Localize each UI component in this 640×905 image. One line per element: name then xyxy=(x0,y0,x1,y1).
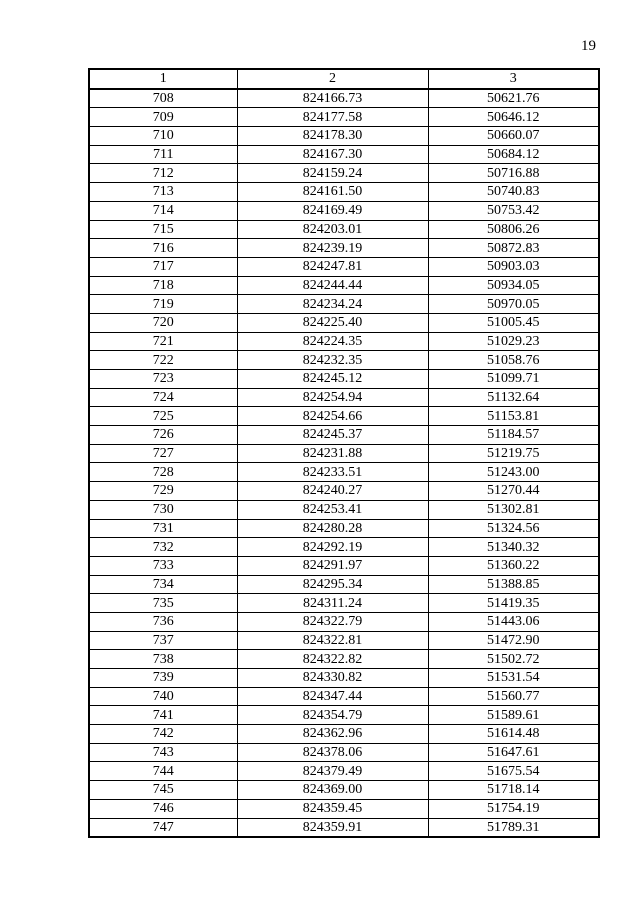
table-row xyxy=(89,407,599,426)
table-row xyxy=(89,706,599,725)
table-row xyxy=(89,500,599,519)
table-cell-col-1: 725 xyxy=(89,407,237,426)
table-row xyxy=(89,388,599,407)
table-cell-col-3: 51005.45 xyxy=(428,313,599,332)
table-cell-col-2: 824254.94 xyxy=(237,388,428,407)
table-cell-col-3: 50934.05 xyxy=(428,276,599,295)
table-cell-col-1: 713 xyxy=(89,183,237,202)
table-cell-col-3: 51502.72 xyxy=(428,650,599,669)
table-cell-col-3: 51789.31 xyxy=(428,818,599,837)
table-cell-col-2: 824159.24 xyxy=(237,164,428,183)
table-cell-col-1: 709 xyxy=(89,108,237,127)
table-row xyxy=(89,370,599,389)
column-header-1: 1 xyxy=(89,69,237,89)
table-cell-col-1: 741 xyxy=(89,706,237,725)
table-cell-col-2: 824245.12 xyxy=(237,370,428,389)
table-cell-col-1: 720 xyxy=(89,313,237,332)
table-row xyxy=(89,201,599,220)
table-cell-col-1: 718 xyxy=(89,276,237,295)
table-cell-col-2: 824166.73 xyxy=(237,89,428,108)
table-cell-col-2: 824245.37 xyxy=(237,426,428,445)
table-cell-col-2: 824225.40 xyxy=(237,313,428,332)
table-cell-col-3: 50646.12 xyxy=(428,108,599,127)
table-cell-col-2: 824203.01 xyxy=(237,220,428,239)
table-row xyxy=(89,257,599,276)
table-cell-col-1: 735 xyxy=(89,594,237,613)
table-row xyxy=(89,332,599,351)
table-row xyxy=(89,276,599,295)
table-cell-col-3: 50970.05 xyxy=(428,295,599,314)
table-row xyxy=(89,519,599,538)
table-row xyxy=(89,239,599,258)
table-row xyxy=(89,164,599,183)
table-row xyxy=(89,743,599,762)
table-cell-col-1: 714 xyxy=(89,201,237,220)
table-cell-col-2: 824359.45 xyxy=(237,799,428,818)
table-cell-col-1: 734 xyxy=(89,575,237,594)
table-cell-col-3: 50903.03 xyxy=(428,257,599,276)
table-cell-col-3: 50660.07 xyxy=(428,127,599,146)
table-cell-col-3: 50684.12 xyxy=(428,145,599,164)
table-cell-col-3: 51718.14 xyxy=(428,781,599,800)
table-cell-col-3: 51754.19 xyxy=(428,799,599,818)
table-cell-col-3: 51560.77 xyxy=(428,687,599,706)
table-cell-col-3: 51340.32 xyxy=(428,538,599,557)
table-cell-col-3: 50621.76 xyxy=(428,89,599,108)
table-cell-col-2: 824233.51 xyxy=(237,463,428,482)
table-cell-col-3: 51647.61 xyxy=(428,743,599,762)
table-cell-col-1: 739 xyxy=(89,669,237,688)
page-number: 19 xyxy=(581,38,596,54)
table-cell-col-2: 824330.82 xyxy=(237,669,428,688)
table-row xyxy=(89,183,599,202)
table-cell-col-1: 721 xyxy=(89,332,237,351)
table-row xyxy=(89,351,599,370)
table-cell-col-1: 736 xyxy=(89,612,237,631)
table-cell-col-2: 824177.58 xyxy=(237,108,428,127)
table-row xyxy=(89,444,599,463)
table-cell-col-2: 824359.91 xyxy=(237,818,428,837)
table-cell-col-3: 51132.64 xyxy=(428,388,599,407)
table-cell-col-2: 824232.35 xyxy=(237,351,428,370)
table-cell-col-1: 731 xyxy=(89,519,237,538)
table-cell-col-2: 824354.79 xyxy=(237,706,428,725)
table-row xyxy=(89,538,599,557)
column-header-3: 3 xyxy=(428,69,599,89)
table-cell-col-1: 723 xyxy=(89,370,237,389)
table-cell-col-2: 824224.35 xyxy=(237,332,428,351)
table-cell-col-1: 729 xyxy=(89,482,237,501)
table-cell-col-1: 708 xyxy=(89,89,237,108)
table-cell-col-1: 715 xyxy=(89,220,237,239)
table-cell-col-3: 50740.83 xyxy=(428,183,599,202)
table-cell-col-2: 824169.49 xyxy=(237,201,428,220)
table-cell-col-2: 824247.81 xyxy=(237,257,428,276)
table-cell-col-2: 824280.28 xyxy=(237,519,428,538)
table-cell-col-3: 51058.76 xyxy=(428,351,599,370)
table-cell-col-3: 51029.23 xyxy=(428,332,599,351)
table-cell-col-1: 747 xyxy=(89,818,237,837)
table-cell-col-1: 722 xyxy=(89,351,237,370)
table-row xyxy=(89,594,599,613)
table-row xyxy=(89,463,599,482)
table-cell-col-2: 824231.88 xyxy=(237,444,428,463)
table-cell-col-1: 724 xyxy=(89,388,237,407)
table-cell-col-2: 824244.44 xyxy=(237,276,428,295)
table-cell-col-3: 51675.54 xyxy=(428,762,599,781)
table-cell-col-2: 824322.81 xyxy=(237,631,428,650)
table-cell-col-1: 728 xyxy=(89,463,237,482)
table-cell-col-3: 51243.00 xyxy=(428,463,599,482)
table-cell-col-2: 824295.34 xyxy=(237,575,428,594)
table-cell-col-1: 712 xyxy=(89,164,237,183)
table-cell-col-2: 824322.79 xyxy=(237,612,428,631)
table-cell-col-3: 51302.81 xyxy=(428,500,599,519)
table-row xyxy=(89,108,599,127)
table-cell-col-1: 719 xyxy=(89,295,237,314)
table-cell-col-3: 51153.81 xyxy=(428,407,599,426)
table-cell-col-2: 824292.19 xyxy=(237,538,428,557)
table-row xyxy=(89,556,599,575)
table-cell-col-1: 717 xyxy=(89,257,237,276)
table-row xyxy=(89,725,599,744)
table-cell-col-1: 732 xyxy=(89,538,237,557)
table-cell-col-1: 737 xyxy=(89,631,237,650)
table-cell-col-3: 51184.57 xyxy=(428,426,599,445)
table-cell-col-2: 824253.41 xyxy=(237,500,428,519)
table-row xyxy=(89,762,599,781)
table-row xyxy=(89,669,599,688)
table-row xyxy=(89,687,599,706)
table-cell-col-2: 824369.00 xyxy=(237,781,428,800)
table-header xyxy=(89,69,599,89)
table-cell-col-3: 51614.48 xyxy=(428,725,599,744)
table-cell-col-2: 824291.97 xyxy=(237,556,428,575)
table-cell-col-2: 824347.44 xyxy=(237,687,428,706)
table-body xyxy=(89,89,599,838)
table-row xyxy=(89,482,599,501)
table-cell-col-3: 50872.83 xyxy=(428,239,599,258)
table-cell-col-1: 711 xyxy=(89,145,237,164)
table-row xyxy=(89,612,599,631)
table-cell-col-1: 716 xyxy=(89,239,237,258)
table-cell-col-1: 740 xyxy=(89,687,237,706)
table-cell-col-2: 824239.19 xyxy=(237,239,428,258)
table-row xyxy=(89,575,599,594)
table-cell-col-2: 824178.30 xyxy=(237,127,428,146)
table-row xyxy=(89,650,599,669)
table-cell-col-1: 726 xyxy=(89,426,237,445)
table-cell-col-1: 738 xyxy=(89,650,237,669)
table-cell-col-3: 51219.75 xyxy=(428,444,599,463)
table-cell-col-2: 824378.06 xyxy=(237,743,428,762)
table-cell-col-1: 730 xyxy=(89,500,237,519)
table-row xyxy=(89,145,599,164)
coordinates-table xyxy=(88,68,600,838)
table-row xyxy=(89,295,599,314)
table-cell-col-2: 824234.24 xyxy=(237,295,428,314)
table-cell-col-2: 824379.49 xyxy=(237,762,428,781)
table-row xyxy=(89,781,599,800)
table-cell-col-2: 824362.96 xyxy=(237,725,428,744)
table-cell-col-3: 51324.56 xyxy=(428,519,599,538)
table-row xyxy=(89,631,599,650)
table-cell-col-1: 742 xyxy=(89,725,237,744)
table-row xyxy=(89,799,599,818)
table-cell-col-3: 51443.06 xyxy=(428,612,599,631)
table-cell-col-2: 824240.27 xyxy=(237,482,428,501)
table-cell-col-3: 51360.22 xyxy=(428,556,599,575)
table-cell-col-3: 50753.42 xyxy=(428,201,599,220)
table-cell-col-3: 51099.71 xyxy=(428,370,599,389)
table-cell-col-3: 51388.85 xyxy=(428,575,599,594)
table-row xyxy=(89,127,599,146)
table-cell-col-1: 746 xyxy=(89,799,237,818)
table-row xyxy=(89,313,599,332)
table-cell-col-3: 50806.26 xyxy=(428,220,599,239)
table-row xyxy=(89,220,599,239)
table-cell-col-1: 710 xyxy=(89,127,237,146)
table-cell-col-1: 727 xyxy=(89,444,237,463)
table-cell-col-2: 824167.30 xyxy=(237,145,428,164)
table-cell-col-1: 733 xyxy=(89,556,237,575)
table-row xyxy=(89,818,599,837)
table-row xyxy=(89,426,599,445)
table-cell-col-2: 824311.24 xyxy=(237,594,428,613)
table-cell-col-2: 824322.82 xyxy=(237,650,428,669)
table-cell-col-2: 824254.66 xyxy=(237,407,428,426)
header-row xyxy=(89,69,599,89)
column-header-2: 2 xyxy=(237,69,428,89)
table-cell-col-1: 743 xyxy=(89,743,237,762)
table-cell-col-2: 824161.50 xyxy=(237,183,428,202)
table-cell-col-3: 51419.35 xyxy=(428,594,599,613)
table-cell-col-3: 51589.61 xyxy=(428,706,599,725)
table-row xyxy=(89,89,599,108)
table-cell-col-1: 745 xyxy=(89,781,237,800)
table-cell-col-3: 51472.90 xyxy=(428,631,599,650)
table-cell-col-3: 51531.54 xyxy=(428,669,599,688)
table-cell-col-1: 744 xyxy=(89,762,237,781)
table-cell-col-3: 51270.44 xyxy=(428,482,599,501)
table-cell-col-3: 50716.88 xyxy=(428,164,599,183)
